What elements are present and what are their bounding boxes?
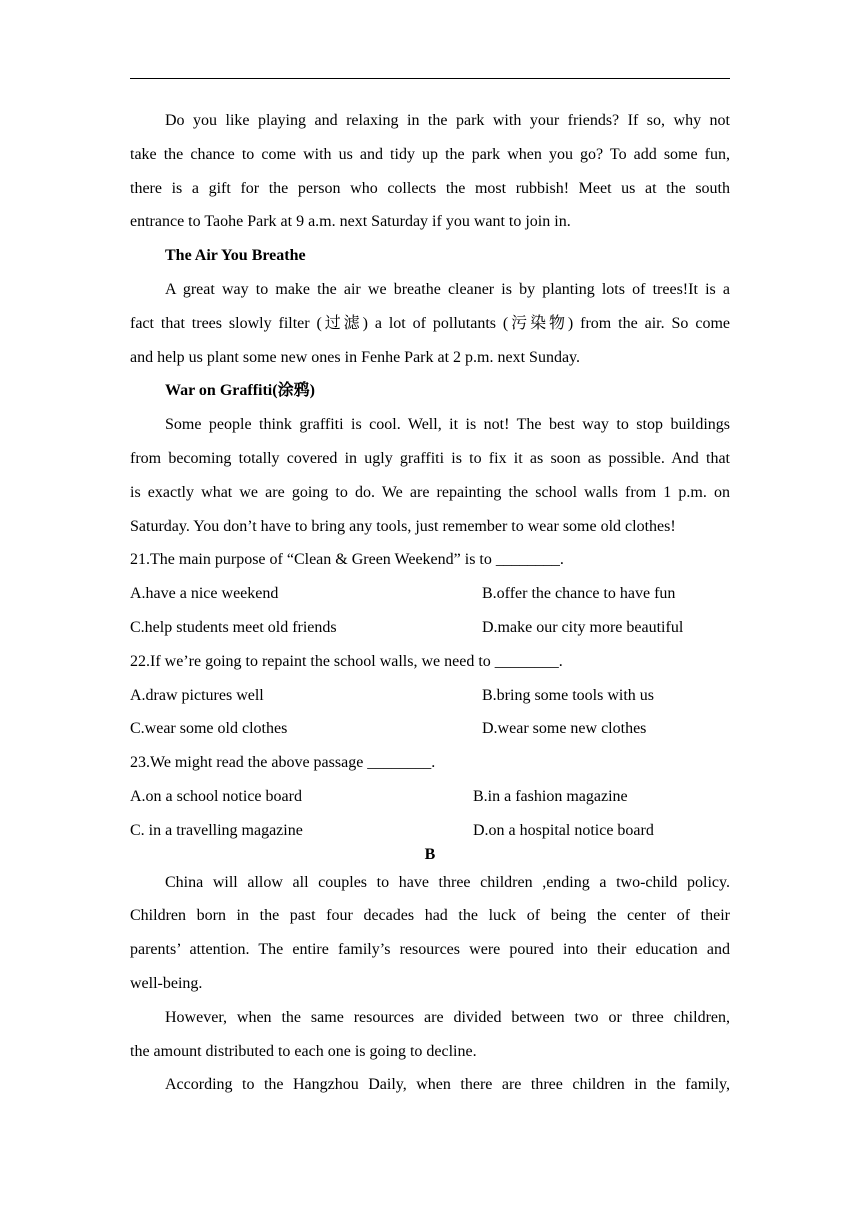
heading-air-you-breathe: The Air You Breathe	[165, 247, 306, 265]
question-22	[130, 645, 730, 746]
text-line: A great way to make the air we breathe cleaner is by planting lots of trees!It is a	[165, 280, 730, 298]
options-row	[130, 679, 730, 713]
option-c: C. in a travelling magazine	[130, 821, 303, 839]
option-b: B.bring some tools with us	[482, 686, 655, 704]
options-row	[130, 712, 730, 746]
paragraph-park-cleanup	[130, 104, 730, 239]
option-b: B.in a fashion magazine	[473, 787, 628, 805]
option-d: D.wear some new clothes	[482, 720, 647, 738]
section-heading-b: B	[424, 845, 436, 863]
header-rule	[130, 78, 730, 79]
text-line: there is a gift for the person who collects the most rubbish! Meet us at the south	[130, 179, 730, 197]
text-line: According to the Hangzhou Daily, when there are three children in the family,	[165, 1076, 730, 1094]
text-line: Children born in the past four decades had the luck of being the center of their	[130, 907, 730, 925]
option-c: C.help students meet old friends	[130, 618, 337, 636]
text-line: China will allow all couples to have three children ,ending a two-child policy.	[165, 873, 730, 891]
options-row	[130, 611, 730, 645]
question-stem: 22.If we’re going to repaint the school walls, we need to ________.	[130, 652, 563, 670]
heading-war-on-graffiti: War on Graffiti(涂鸦)	[165, 382, 315, 400]
text-line: from becoming totally covered in ugly graffiti is to fix it as soon as possible. And that	[130, 449, 730, 467]
option-a: A.on a school notice board	[130, 787, 302, 805]
text-line: However, when the same resources are divided between two or three children,	[165, 1008, 730, 1026]
text-line: Saturday. You don’t have to bring any tools, just remember to wear some old clothes!	[130, 517, 676, 535]
question-23	[130, 746, 730, 847]
option-a: A.have a nice weekend	[130, 585, 279, 603]
paragraph-graffiti	[130, 408, 730, 543]
text-line: Do you like playing and relaxing in the park with your friends? If so, why not	[165, 112, 730, 129]
question-21	[130, 543, 730, 644]
document-body	[130, 104, 730, 1102]
text-line: well-being.	[130, 974, 203, 992]
question-stem: 23.We might read the above passage ________.	[130, 754, 436, 772]
text-line: take the chance to come with us and tidy up the park when you go? To add some fun,	[130, 145, 730, 163]
text-line: and help us plant some new ones in Fenhe Park at 2 p.m. next Sunday.	[130, 348, 580, 366]
question-stem: 21.The main purpose of “Clean & Green Weekend” is to ________.	[130, 551, 564, 569]
options-row	[130, 780, 730, 814]
paragraph-hangzhou-daily	[130, 1068, 730, 1102]
text-line: fact that trees slowly filter (过滤) a lot of pollutants (污染物) from the air. So come	[130, 314, 730, 332]
option-c: C.wear some old clothes	[130, 720, 288, 738]
paragraph-plant-trees	[130, 273, 730, 374]
option-d: D.make our city more beautiful	[482, 618, 684, 636]
text-line: the amount distributed to each one is going to decline.	[130, 1042, 477, 1060]
option-a: A.draw pictures well	[130, 686, 264, 704]
option-b: B.offer the chance to have fun	[482, 585, 676, 603]
text-line: is exactly what we are going to do. We are repainting the school walls from 1 p.m. on	[130, 483, 730, 501]
option-d: D.on a hospital notice board	[473, 821, 654, 839]
text-line: Some people think graffiti is cool. Well, it is not! The best way to stop buildings	[165, 416, 730, 434]
paragraph-three-child-policy	[130, 866, 730, 1001]
text-line: entrance to Taohe Park at 9 a.m. next Saturday if you want to join in.	[130, 213, 571, 231]
paragraph-resources-divided	[130, 1001, 730, 1069]
text-line: parents’ attention. The entire family’s resources were poured into their education and	[130, 941, 730, 959]
options-row	[130, 814, 730, 848]
options-row	[130, 577, 730, 611]
